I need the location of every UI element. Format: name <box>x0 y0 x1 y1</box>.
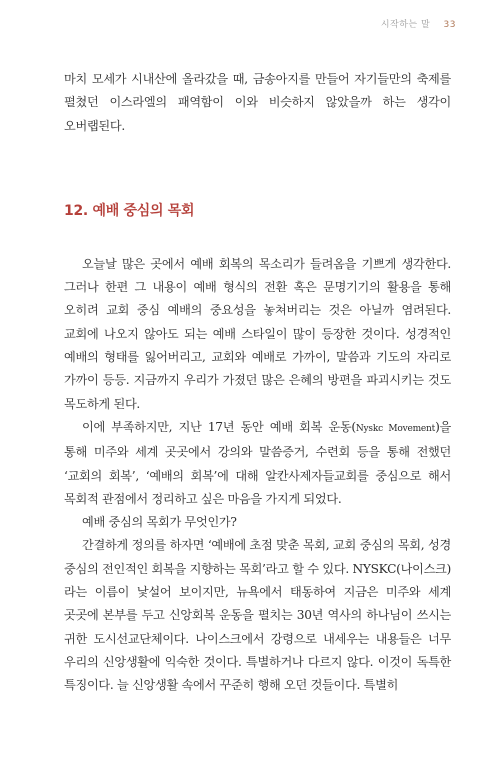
paragraph-2-text-a: 이에 부족하지만, 지난 17년 동안 예배 회복 운동( <box>82 419 356 434</box>
body-paragraph-3: 예배 중심의 목회가 무엇인가? <box>82 515 237 530</box>
running-header <box>381 17 456 30</box>
intro-paragraph: 마치 모세가 시내산에 올라갔을 때, 금송아지를 만들어 자기들만의 축제를 펼쳤던 이스라엘의 패역함이 이와 비슷하지 않았을까 하는 생각이 오버랩된다. <box>64 72 451 133</box>
section-title: 시작하는 말 <box>380 20 431 30</box>
body-paragraph-4: 간결하게 정의를 하자면 ‘예배에 초점 맞춘 목회, 교회 중심의 목회, 성경 중심의 전인적인 회복을 지향하는 목회’라고 할 수 있다. NYSKC(나이스크)라는 이름이 낯설어 보이지만, 뉴욕에서 태동하여 지금은 미주와 세계 곳곳에 본부를 두고 신앙회복 운동을 펼치는 30년 역사의 하나님이 쓰시는 귀한 도시선교단체이다. 나이스크에서 강령으로 내세우는 내용들은 너무 우리의 신앙생활에 익숙한 것이다. 특별하거나 다르지 않다. 이것이 독특한 특징이다. 늘 신앙생활 속에서 꾸준히 행해 오던 것들이다. 특별히 <box>64 538 451 693</box>
body-paragraph-1: 오늘날 많은 곳에서 예배 회복의 목소리가 들려옴을 기쁘게 생각한다. 그러나 한편 그 내용이 예배 형식의 전환 혹은 문명기기의 활용을 통해 오히려 교회 중심 예배의 중요성을 놓쳐버리는 것은 아닐까 염려된다. 교회에 나오지 않아도 되는 예배 스타일이 많이 등장한 것이다. 성경적인 예배의 형태를 잃어버리고, 교회와 예배로 가까이, 말씀과 기도의 자리로 가까이 등등. 지금까지 우리가 가졌던 많은 은혜의 방편을 파괴시키는 것도 목도하게 된다. <box>64 256 451 411</box>
page-body <box>64 68 451 698</box>
page-number: 33 <box>443 20 456 30</box>
body-paragraph-2 <box>64 416 451 511</box>
paragraph-2-english-term: Nyskc Movement <box>355 423 436 434</box>
section-heading: 12. 예배 중심의 목회 <box>64 202 195 219</box>
paragraph-2-text-b: )을 통해 미주와 세계 곳곳에서 강의와 말씀증거, 수련회 등을 통해 전했던 ‘교회의 회복’, ‘예배의 회복’에 대해 알칸사제자들교회를 중심으로 해서 목회적 관점에서 정리하고 싶은 마음을 가지게 되었다. <box>64 419 451 506</box>
